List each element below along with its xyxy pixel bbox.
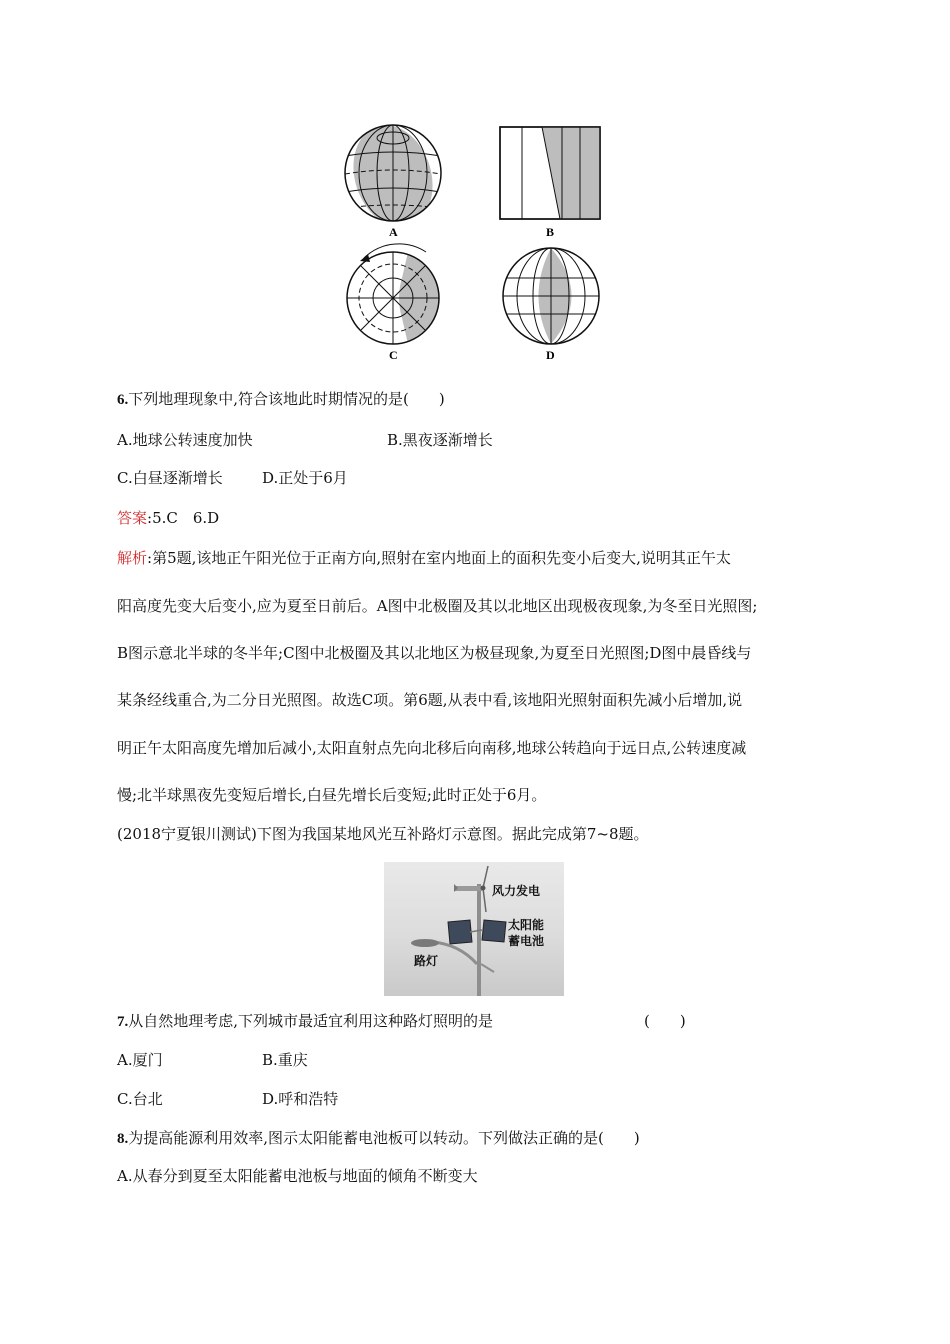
question-8 xyxy=(117,1128,640,1149)
q6-option-c: C.白昼逐渐增长 xyxy=(117,469,223,487)
q6-option-b: B.黑夜逐渐增长 xyxy=(387,431,493,449)
answer-label: 答案 xyxy=(117,509,148,527)
analysis-line-5: 明正午太阳高度先增加后减小,太阳直射点先向北移后向南移,地球公转趋向于远日点,公转速度减 xyxy=(117,739,747,757)
question-number: 6. xyxy=(117,392,129,408)
globe-diagram-a xyxy=(341,118,445,237)
battery-label: 蓄电池 xyxy=(508,934,545,948)
question-stem: 为提高能源利用效率,图示太阳能蓄电池板可以转动。下列做法正确的是( ) xyxy=(128,1129,640,1147)
analysis-line-6: 慢;北半球黑夜先变短后增长,白昼先增长后变短;此时正处于6月。 xyxy=(117,786,547,804)
analysis-line-4: 某条经线重合,为二分日光照图。故选C项。第6题,从表中看,该地阳光照射面积先减小后增加,说 xyxy=(117,691,743,709)
question-number: 7. xyxy=(117,1014,129,1030)
q6-option-a: A.地球公转速度加快 xyxy=(117,431,253,449)
wind-power-label: 风力发电 xyxy=(492,884,541,898)
q8-option-a: A.从春分到夏至太阳能蓄电池板与地面的倾角不断变大 xyxy=(117,1167,478,1185)
q7-option-a: A.厦门 xyxy=(117,1051,163,1069)
question-number: 8. xyxy=(117,1131,129,1147)
sunlight-diagrams-figure xyxy=(330,118,630,368)
figure-label-a: A xyxy=(389,225,398,239)
q6-option-d: D.正处于6月 xyxy=(262,469,348,487)
lamp-label: 路灯 xyxy=(414,954,439,968)
analysis-line-2: 阳高度先变大后变小,应为夏至日前后。A图中北极圈及其以北地区出现极夜现象,为冬至日光照图; xyxy=(117,597,758,615)
section-intro: (2018宁夏银川测试)下图为我国某地风光互补路灯示意图。据此完成第7~8题。 xyxy=(117,825,649,843)
analysis-label: 解析 xyxy=(117,549,148,567)
figure-label-d: D xyxy=(546,348,555,362)
q7-option-b: B.重庆 xyxy=(262,1051,308,1069)
q7-option-d: D.呼和浩特 xyxy=(262,1090,339,1108)
question-stem: 从自然地理考虑,下列城市最适宜利用这种路灯照明的是 xyxy=(128,1012,494,1030)
figure-label-c: C xyxy=(389,348,398,362)
figure-label-b: B xyxy=(546,225,555,239)
rectangle-diagram-b xyxy=(500,127,600,219)
q7-option-c: C.台北 xyxy=(117,1090,163,1108)
answer-text: :5.C 6.D xyxy=(147,509,220,527)
question-6 xyxy=(117,389,445,410)
q7-answer-paren: ( ) xyxy=(644,1012,686,1030)
globe-diagram-d xyxy=(503,248,599,344)
question-stem: 下列地理现象中,符合该地此时期情况的是( ) xyxy=(128,390,445,408)
solar-label: 太阳能 xyxy=(508,918,545,932)
question-7 xyxy=(117,1011,493,1032)
polar-diagram-c xyxy=(347,244,454,344)
analysis-line-1: 解析:第5题,该地正午阳光位于正南方向,照射在室内地面上的面积先变小后变大,说明其正午太 xyxy=(117,549,731,567)
analysis-line-3: B图示意北半球的冬半年;C图中北极圈及其以北地区为极昼现象,为夏至日光照图;D图中晨昏线与 xyxy=(117,644,752,662)
street-lamp-photo xyxy=(384,862,564,996)
answer-line xyxy=(117,508,219,528)
